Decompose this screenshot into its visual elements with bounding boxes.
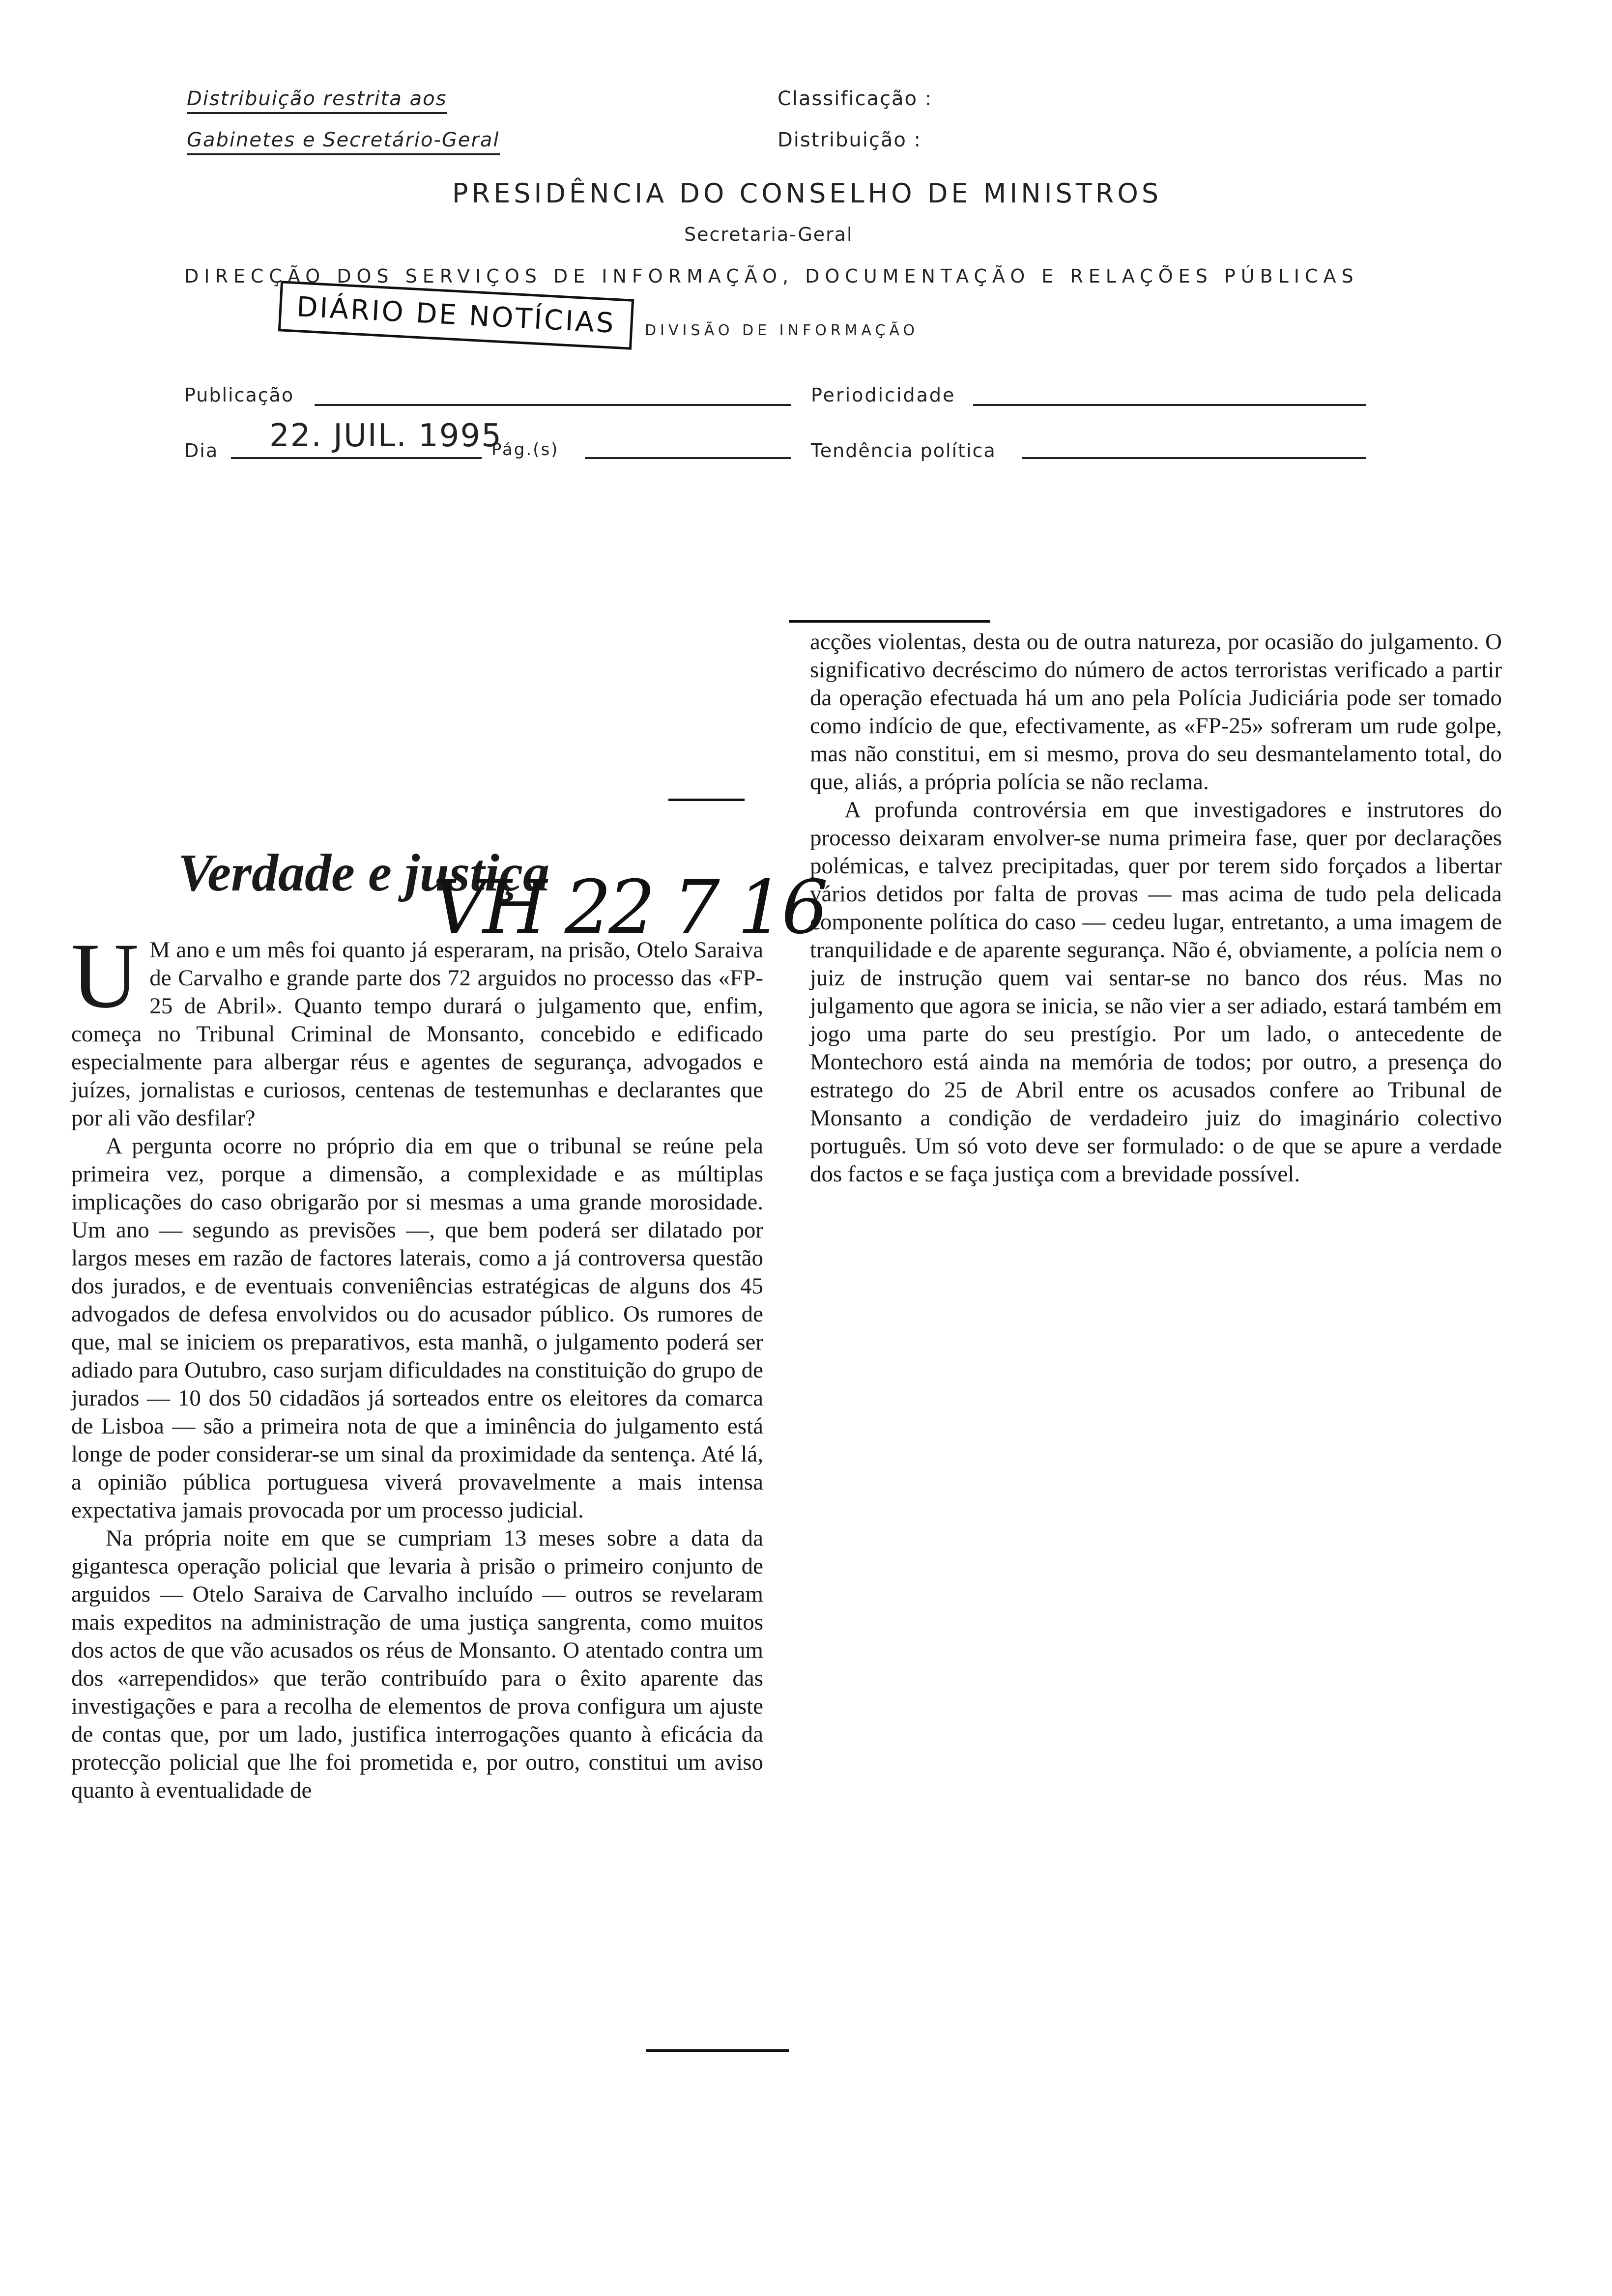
- tendency-label: Tendência política: [811, 440, 996, 461]
- article-end-rule: [646, 2049, 789, 2052]
- left-column-top-rule: [668, 799, 745, 801]
- left-paragraph-2: A pergunta ocorre no próprio dia em que o tribunal se reúne pela primeira vez, porque a dimensão, a complexidade e as múltiplas implicações do caso obrigarão por si mesmas a uma grande morosidade. Um ano — segundo as previsões —, que bem poderá ser dilatado por largos meses em razão de factores laterais, como a já controversa questão dos jurados, e de eventuais conveniências estratégicas de alguns dos 45 advogados de defesa envolvidos ou do acusador público. Os rumores de que, mal se iniciem os preparativos, esta manhã, o julgamento poderá ser adiado para Outubro, caso surjam dificuldades na constituição do grupo de jurados — 10 dos 50 cidadãos já sorteados entre os eleitores da comarca de Lisboa — são a primeira nota de que a iminência do julgamento está longe de poder considerar-se um sinal da proximidade da sentença. Até lá, a opinião pública portuguesa viverá provavelmente a mais intensa expectativa jamais provocada por um processo judicial.: [71, 1133, 763, 1523]
- day-label: Dia: [184, 440, 219, 461]
- distribution-note-line1: Distribuição restrita aos: [187, 87, 447, 114]
- right-paragraph-2: A profunda controvérsia em que investigadores e instrutores do processo deixaram envolver-se numa primeira fase, quer por declarações polémicas, e talvez precipitadas, quer por terem sido forçados a libertar vários detidos por falta de provas — mas acima de tudo pela delicada componente política do caso — cedeu lugar, entretanto, a uma imagem de tranquilidade e de aparente segurança. Não é, obviamente, a polícia nem o juiz de instrução quem vai sentar-se no banco dos réus. Mas no julgamento que agora se inicia, se não vier a ser adiado, estará também em jogo uma parte do seu prestígio. Por um lado, o antecedente de Montechoro está ainda na memória de todos; por outro, a presença do estratego do 25 de Abril entre os acusados confere ao Tribunal de Monsanto a condição de verdadeiro juiz do imaginário colectivo português. Um só voto deve ser formulado: o de que se apure a verdade dos factos e se faça justiça com a brevidade possível.: [810, 797, 1502, 1187]
- newspaper-stamp: DIÁRIO DE NOTÍCIAS: [278, 281, 634, 350]
- periodicity-field-line: [973, 404, 1366, 406]
- directorate-line: DIRECÇÃO DOS SERVIÇOS DE INFORMAÇÃO, DOCUMENTAÇÃO E RELAÇÕES PÚBLICAS: [184, 265, 1359, 287]
- org-subtitle: Secretaria-Geral: [684, 224, 853, 245]
- right-paragraph-1: acções violentas, desta ou de outra natureza, por ocasião do julgamento. O significativo decréscimo do número de actos terroristas verificado a partir da operação efectuada há um ano pela Polícia Judiciária pode ser tomado como indício de que, efectivamente, as «FP-25» sofreram um rude golpe, mas não constitui, em si mesmo, prova do seu desmantelamento total, do que, aliás, a própria polícia se não reclama.: [810, 629, 1502, 795]
- classification-label: Classificação :: [777, 87, 933, 110]
- org-title: PRESIDÊNCIA DO CONSELHO DE MINISTROS: [452, 178, 1162, 209]
- distribution-note-line2: Gabinetes e Secretário-Geral: [187, 129, 500, 155]
- publication-label: Publicação: [184, 384, 294, 406]
- article-title: Verdade e justiça: [178, 844, 549, 902]
- pages-label: Pág.(s): [491, 440, 559, 459]
- date-field-line: [231, 457, 482, 459]
- handwritten-annotation: VH 22 7 16: [432, 865, 826, 950]
- distribution-label: Distribuição :: [777, 129, 922, 151]
- right-column-top-rule: [789, 620, 990, 623]
- left-paragraph-3: Na própria noite em que se cumpriam 13 meses sobre a data da gigantesca operação policial que levaria à prisão o primeiro conjunto de arguidos — Otelo Saraiva de Carvalho incluído — outros se revelaram mais expeditos na administração de uma justiça sangrenta, como muitos dos actos de que vão acusados os réus de Monsanto. O atentado contra um dos «arrependidos» que terão contribuído para o êxito aparente das investigações e para a recolha de elementos de prova configura um ajuste de contas que, por um lado, justifica interrogações quanto à eficácia da protecção policial que lhe foi prometida e, por outro, constitui um aviso quanto à eventualidade de: [71, 1525, 763, 1803]
- periodicity-label: Periodicidade: [811, 384, 956, 406]
- pages-field-line: [585, 457, 791, 459]
- division-line: DIVISÃO DE INFORMAÇÃO: [645, 322, 919, 339]
- tendency-field-line: [1022, 457, 1366, 459]
- left-paragraph-1: M ano e um mês foi quanto já esperaram, na prisão, Otelo Saraiva de Carvalho e grande parte dos 72 arguidos no processo das «FP-25 de Abril». Quanto tempo durará o julgamento que, enfim, começa no Tribunal Criminal de Monsanto, concebido e edificado especialmente para albergar réus e agentes de segurança, advogados e juízes, jornalistas e curiosos, centenas de testemunhas e declarantes que por ali vão desfilar?: [71, 937, 763, 1131]
- publication-field-line: [315, 404, 791, 406]
- article-left-column: [71, 924, 763, 1805]
- date-value: 22. JUIL. 1995: [269, 418, 502, 454]
- article-right-column: [810, 628, 1502, 1188]
- drop-cap: U: [71, 924, 139, 1028]
